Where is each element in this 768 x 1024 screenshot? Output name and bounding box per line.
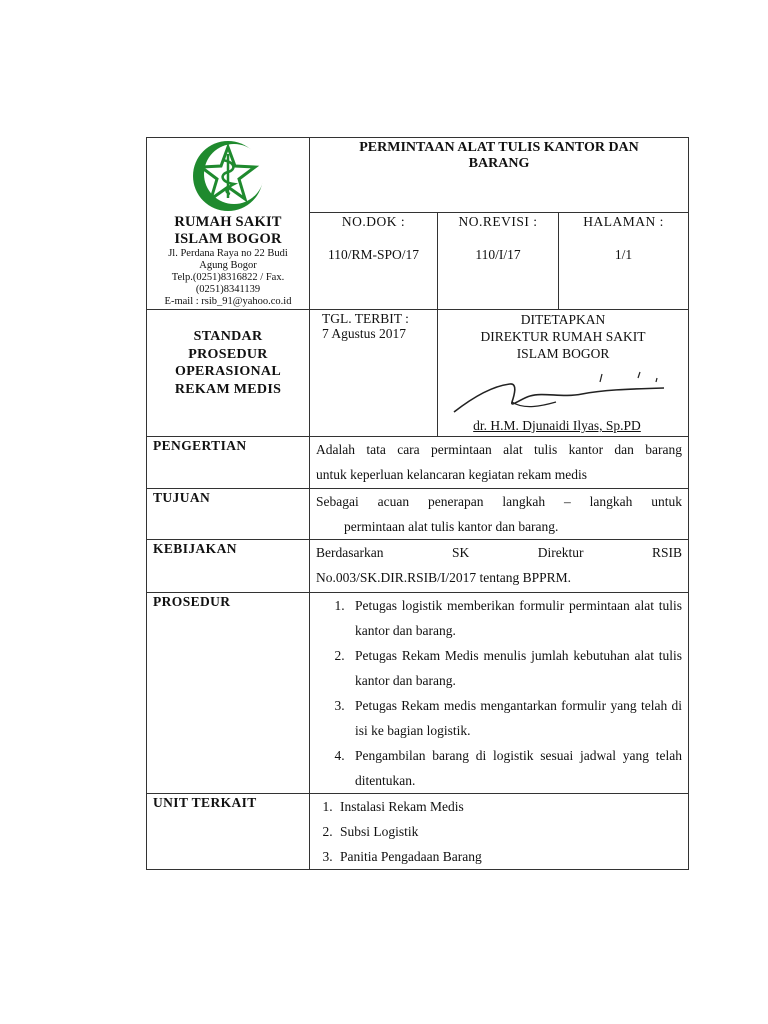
- tujuan-text: Sebagai acuan penerapan langkah – langkah untuk permintaan alat tulis kantor dan barang.: [310, 489, 689, 540]
- prosedur-list: [316, 593, 682, 793]
- ditetapkan-cell: DITETAPKAN DIREKTUR RUMAH SAKIT ISLAM BOGOR dr. H.M. Djunaidi Ilyas, Sp.PD: [438, 310, 689, 437]
- no-dok-value: 110/RM-SPO/17: [327, 247, 420, 262]
- unit-item: 2. Subsi Logistik: [336, 819, 682, 844]
- pengertian-text: Adalah tata cara permintaan alat tulis kantor dan barang untuk keperluan kelancaran kegiatan rekam medis: [310, 437, 689, 489]
- tujuan-label: TUJUAN: [147, 489, 310, 540]
- sop-document: [146, 137, 688, 870]
- prosedur-step: 2. Petugas Rekam Medis menulis jumlah kebutuhan alat tulis kantor dan barang.: [348, 643, 682, 693]
- hospital-identity-cell: [147, 138, 310, 310]
- unit-list: [316, 794, 682, 869]
- hospital-email: E-mail : rsib_91@yahoo.co.id: [164, 296, 292, 307]
- sop-table: [146, 137, 689, 870]
- halaman-value: 1/1: [614, 247, 633, 262]
- tgl-terbit-cell: [310, 310, 438, 437]
- prosedur-step: 1. Petugas logistik memberikan formulir permintaan alat tulis kantor dan barang.: [348, 593, 682, 643]
- prosedur-label: PROSEDUR: [147, 593, 310, 794]
- no-revisi-cell: [438, 213, 559, 310]
- unit-terkait-label: UNIT TERKAIT: [147, 794, 310, 870]
- no-dok-label: NO.DOK :: [341, 214, 406, 229]
- no-dok-cell: [310, 213, 438, 310]
- no-revisi-value: 110/I/17: [475, 247, 521, 262]
- prosedur-text: [310, 593, 689, 794]
- kebijakan-text: Berdasarkan SK Direktur RSIB No.003/SK.DIR.RSIB/I/2017 tentang BPPRM.: [310, 540, 689, 593]
- hospital-name: RUMAH SAKIT ISLAM BOGOR: [174, 214, 282, 247]
- kebijakan-label: KEBIJAKAN: [147, 540, 310, 593]
- hospital-address: Jl. Perdana Raya no 22 Budi Agung Bogor Telp.(0251)8316822 / Fax. (0251)8341139 E-mail : rsib_91@yahoo.co.id: [149, 248, 307, 308]
- tgl-terbit-label: TGL. TERBIT :: [322, 311, 409, 326]
- sop-title-cell: STANDAR PROSEDUR OPERASIONAL REKAM MEDIS: [147, 310, 310, 437]
- halaman-cell: [559, 213, 689, 310]
- unit-item: 1. Instalasi Rekam Medis: [336, 794, 682, 819]
- prosedur-step: 4. Pengambilan barang di logistik sesuai jadwal yang telah ditentukan.: [348, 743, 682, 793]
- unit-item: 3. Panitia Pengadaan Barang: [336, 844, 682, 869]
- tgl-terbit-value: 7 Agustus 2017: [322, 326, 407, 341]
- signature-icon: [452, 368, 668, 418]
- halaman-label: HALAMAN :: [583, 214, 664, 229]
- document-title: PERMINTAAN ALAT TULIS KANTOR DAN BARANG: [310, 138, 689, 213]
- unit-terkait-text: [310, 794, 689, 870]
- pengertian-label: PENGERTIAN: [147, 437, 310, 489]
- no-revisi-label: NO.REVISI :: [458, 214, 538, 229]
- signer-name: dr. H.M. Djunaidi Ilyas, Sp.PD: [473, 418, 641, 433]
- hospital-crest-icon: [188, 138, 268, 214]
- prosedur-step: 3. Petugas Rekam medis mengantarkan formulir yang telah di isi ke bagian logistik.: [348, 693, 682, 743]
